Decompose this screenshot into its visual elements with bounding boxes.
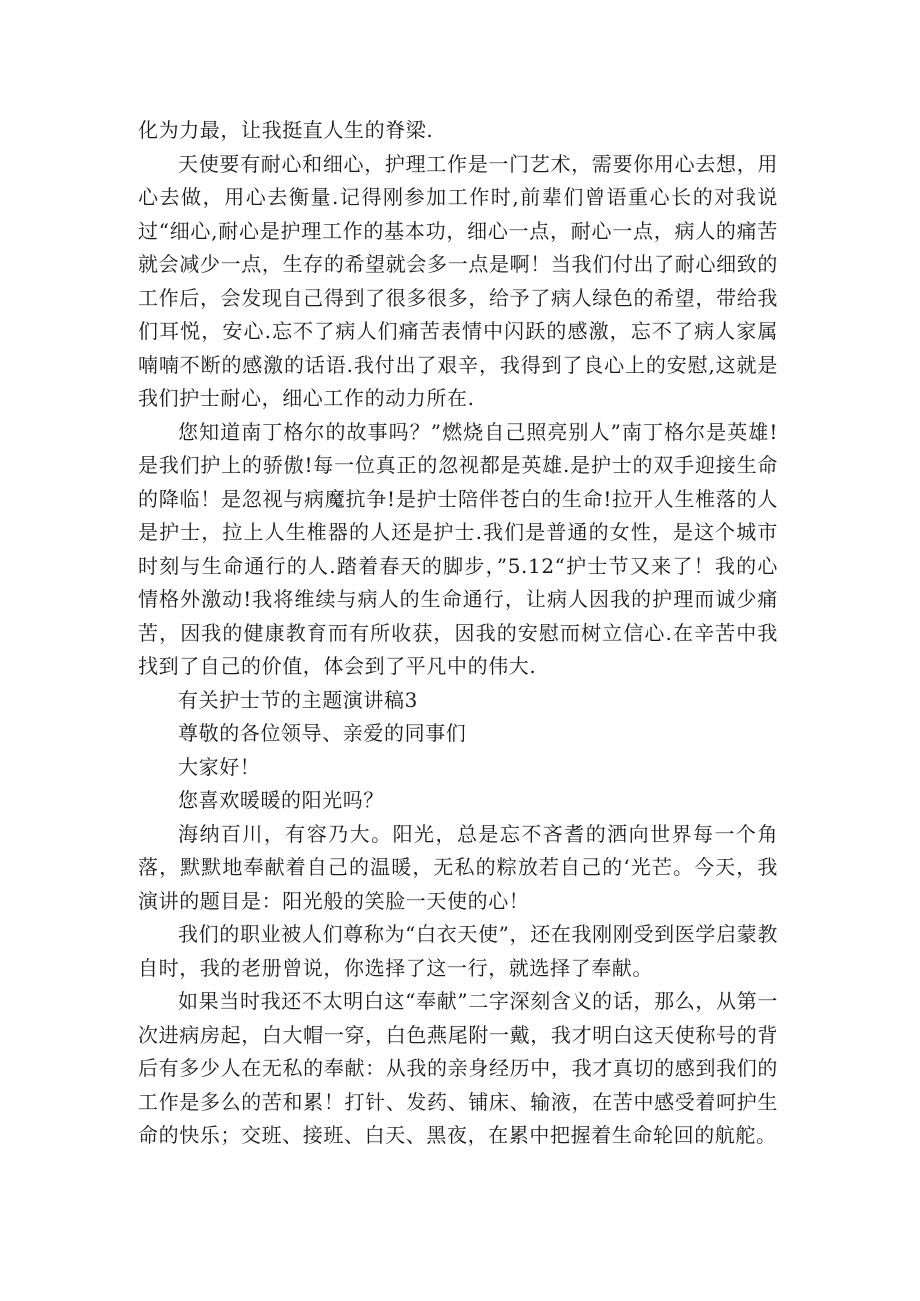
paragraph-2: 天使要有耐心和细心，护理工作是一门艺术，需要你用心去想，用心去做，用心去衡量.记得刚参加工作时,前辈们曾语重心长的对我说过“细心,耐心是护理工作的基本功，细心一点，耐心一点，病人的痛苦就会减少一点，生存的希望就会多一点是啊！当我们付出了耐心细致的工作后，会发现自己得到了很多很多，给予了病人绿色的希望，带给我们耳悦，安心.忘不了病人们痛苦表情中闪跃的感激，忘不了病人家属喃喃不断的感激的话语.我付出了艰辛，我得到了良心上的安慰,这就是我们护士耐心，细心工作的动力所在.	[138, 151, 778, 410]
paragraph-8: 海纳百川，有容乃大。阳光，总是忘不吝耆的洒向世界每一个角落，默默地奉献着自己的温暖，无私的粽放若自己的‘光芒。今天，我演讲的题目是：阳光般的笑脸一天使的心！	[138, 821, 778, 913]
document-page	[138, 114, 778, 1153]
paragraph-1: 化为力最，让我挺直人生的脊梁.	[138, 118, 434, 142]
paragraph-3: 您知道南丁格尔的故事吗？”燃烧自己照亮别人”南丁格尔是英雄!是我们护上的骄傲!每一位真正的忽视都是英雄.是护士的双手迎接生命的降临！是忽视与病魔抗争!是护士陪伴苍白的生命!拉开人生椎落的人是护士，拉上人生椎器的人还是护士.我们是普通的女性，是这个城市时刻与生命通行的人.踏着春天的脚步，”5.12“护士节又来了！我的心情格外激动!我将维续与病人的生命通行，让病人因我的护理而诚少痛苦，因我的健康教育而有所收获，因我的安慰而树立信心.在辛苦中我找到了自己的价值，体会到了平凡中的伟大.	[138, 419, 778, 678]
salutation: 尊敬的各位领导、亲爱的同事们	[178, 721, 467, 745]
greeting: 大家好！	[178, 754, 261, 779]
question-line: 您喜欢暖暖的阳光吗？	[178, 788, 384, 812]
paragraph-10: 如果当时我还不太明白这“奉献”二字深刻含义的话，那么，从第一次进病房起，白大帽一穿，白色燕尾附一戴，我才明白这天使称号的背后有多少人在无私的奉献：从我的亲身经历中，我才真切的感到我们的工作是多么的苦和累！打针、发药、铺床、输液，在苦中感受着呵护生命的快乐；交班、接班、白天、黑夜，在累中把握着生命轮回的航舵。	[138, 989, 778, 1147]
paragraph-9: 我们的职业被人们尊称为“白衣天使”，还在我刚刚受到医学启蒙教自时，我的老册曾说，你选择了这一行，就选择了奉献。	[138, 922, 778, 980]
section-heading: 有关护士节的主题演讲稿3	[178, 687, 418, 712]
